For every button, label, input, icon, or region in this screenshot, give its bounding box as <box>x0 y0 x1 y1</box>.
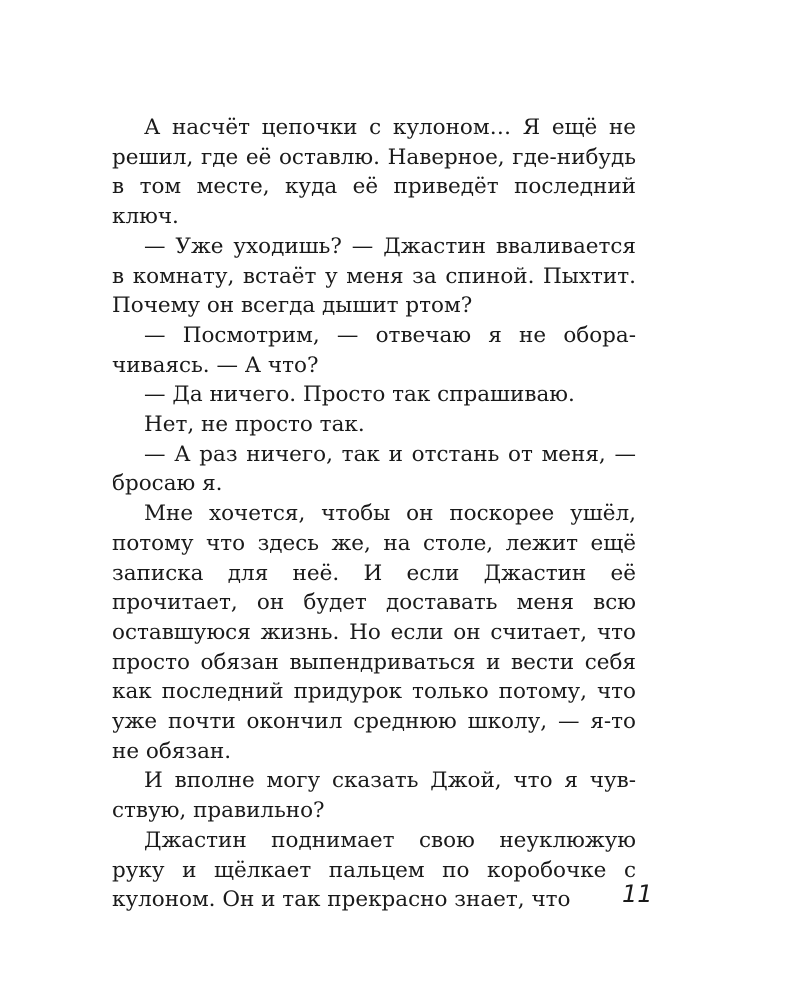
paragraph-9: Джастин поднимает свою неуклюжую руку и щёлкает пальцем по коробочке с кулоном. Он и так прекрасно знает, что <box>112 827 636 913</box>
paragraph-3: — Посмотрим, — отвечаю я не оборачиваясь. — А что? <box>112 322 636 378</box>
paragraph-6: — А раз ничего, так и отстань от меня, — бросаю я. <box>112 441 636 497</box>
paragraph-2: — Уже уходишь? — Джастин вваливается в комнату, встаёт у меня за спиной. Пыхтит. Почему он всегда дышит ртом? <box>112 233 636 319</box>
paragraph-8: И вполне могу сказать Джой, что я чувствую, правильно? <box>112 768 636 824</box>
paragraph-4: — Да ничего. Просто так спрашиваю. <box>144 382 575 408</box>
paragraph-7: Мне хочется, чтобы он поскорее ушёл, потому что здесь же, на столе, лежит ещё записка для неё. И если Джастин её прочитает, он будет доставать меня всю оставшуюся жизнь. Но если он считает, что просто обязан выпендриваться и вести себя как последний придурок только потому, что уже почти окончил среднюю школу, — я-то не обязан. <box>112 501 636 764</box>
paragraph-1: А насчёт цепочки с кулоном… Я ещё не решил, где её оставлю. Наверное, где-нибудь в том месте, куда её приведёт последний ключ. <box>112 115 636 230</box>
body-text <box>112 113 636 915</box>
paragraph-5: Нет, не просто так. <box>144 412 365 438</box>
page-number: 11 <box>622 880 653 908</box>
